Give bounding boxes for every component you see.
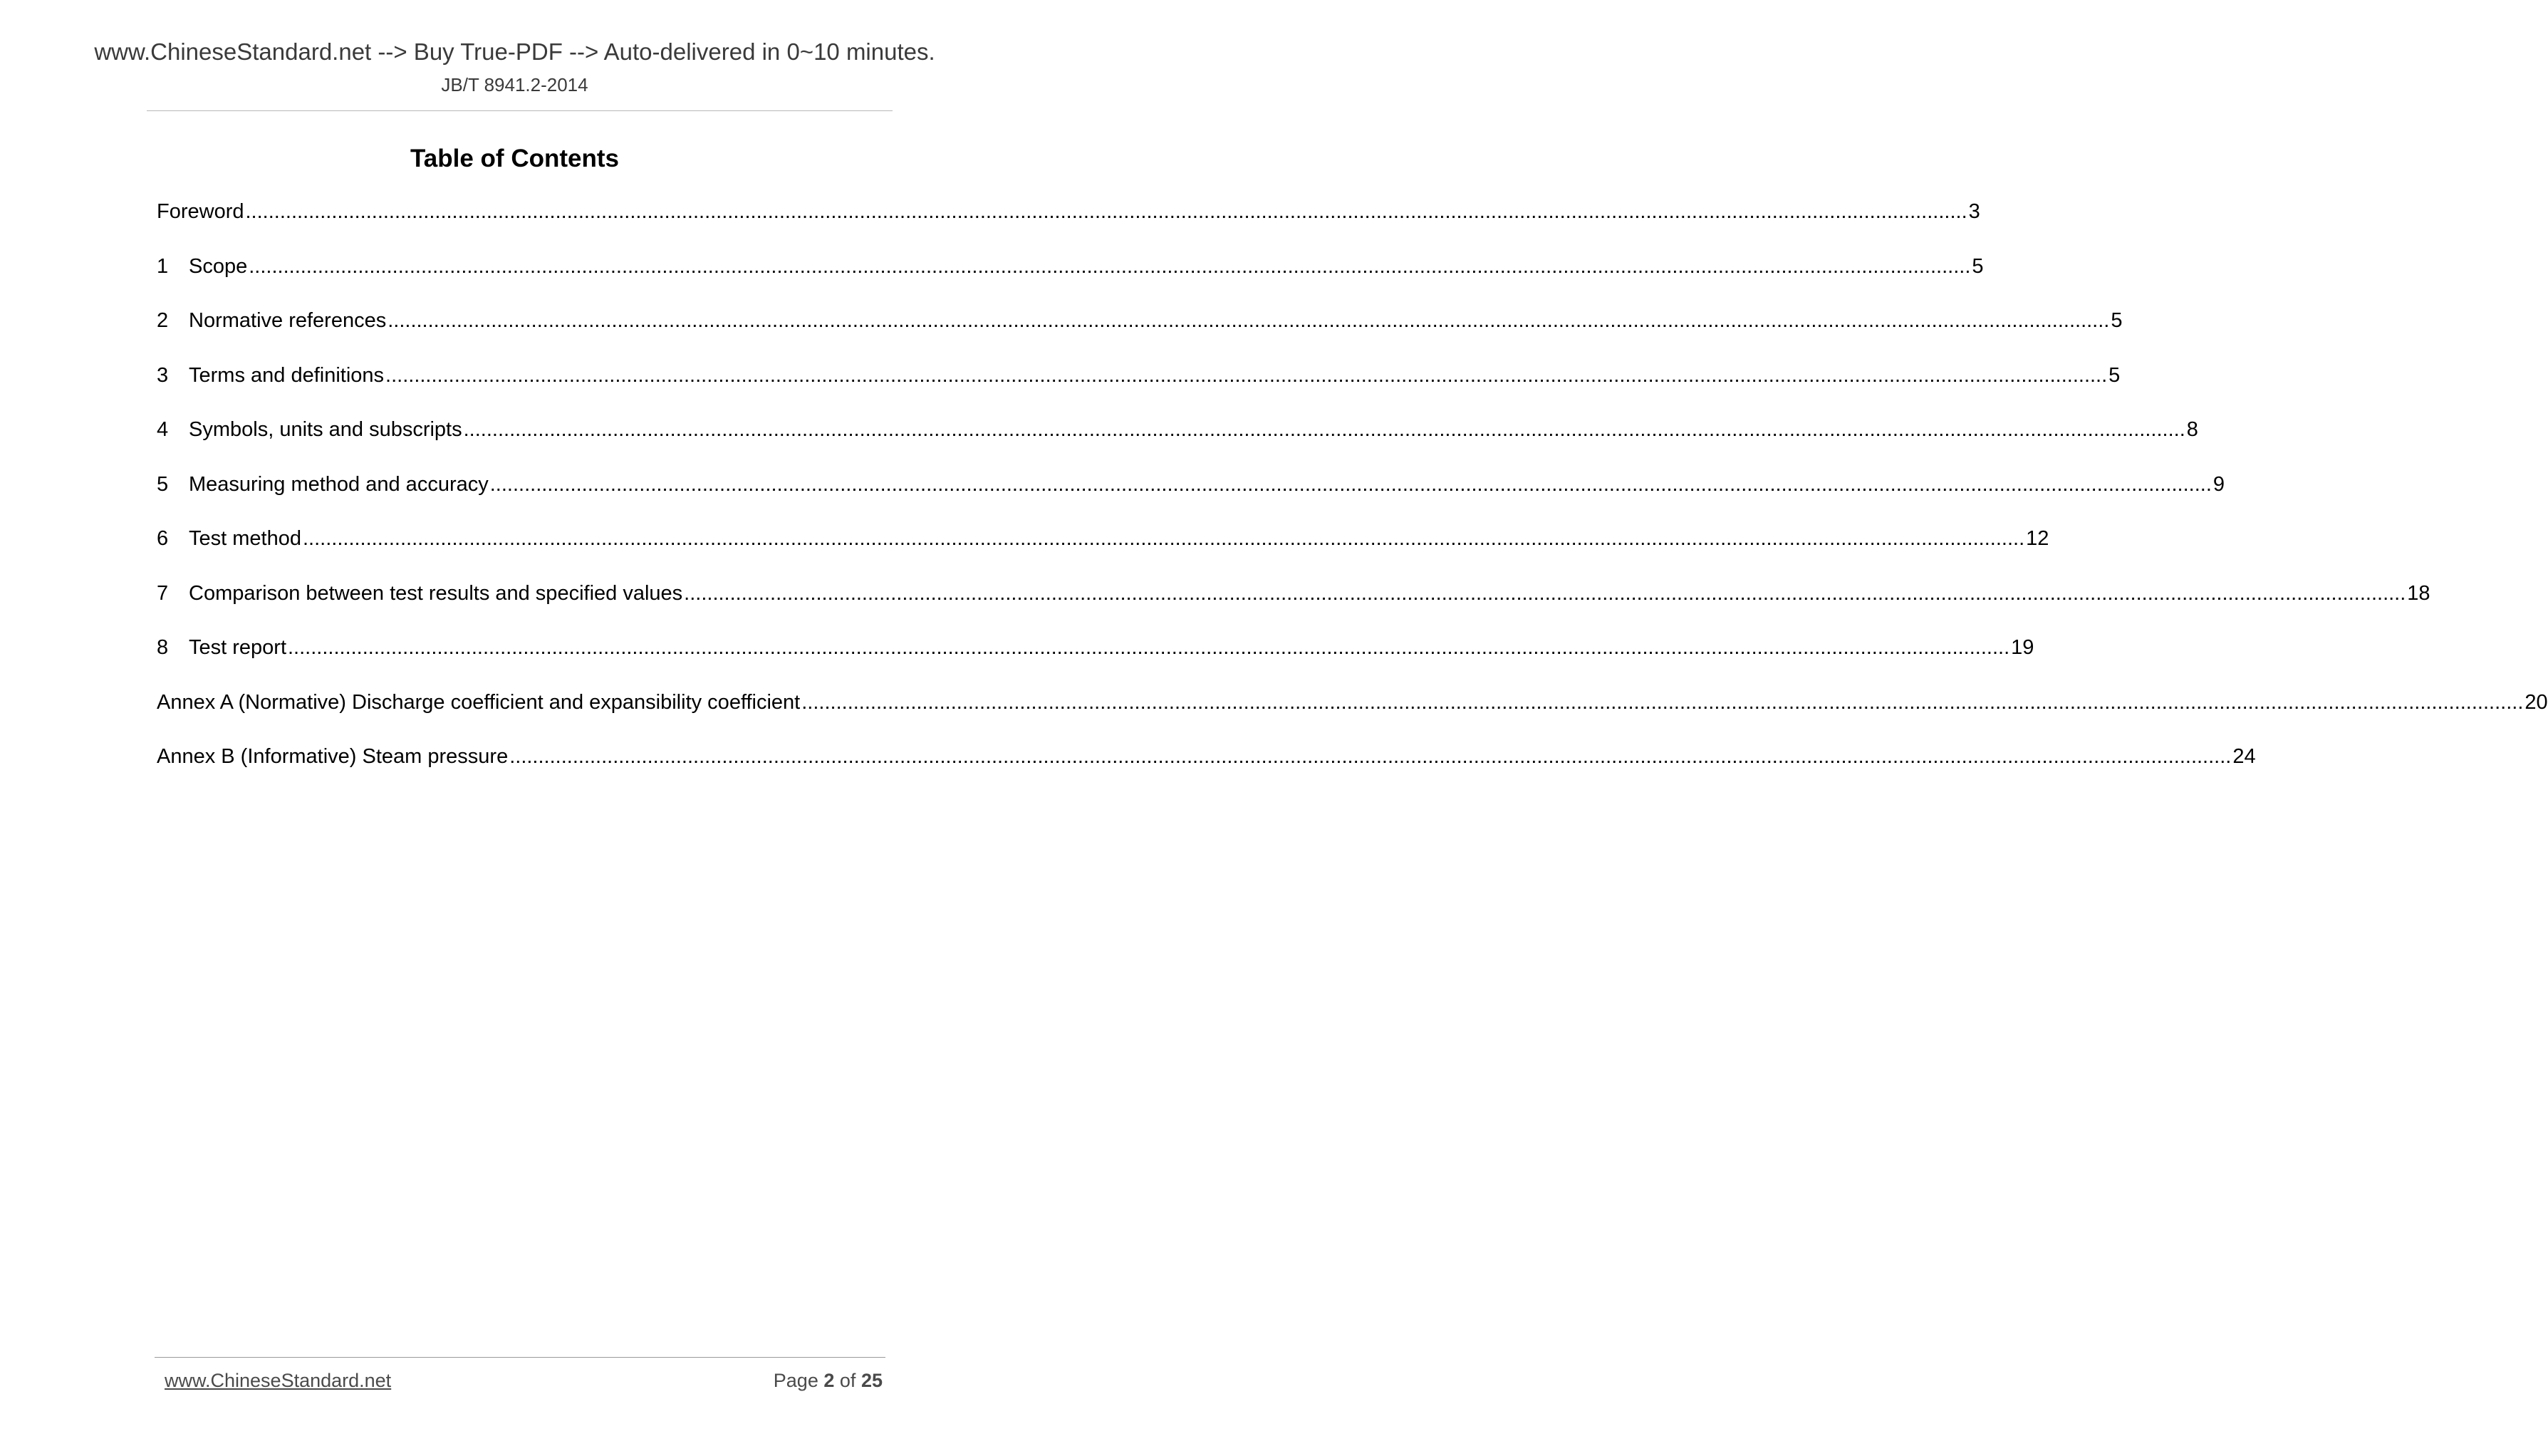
- toc-entry-page: 18: [2407, 581, 2430, 605]
- toc-entry-page: 5: [2111, 309, 2123, 332]
- footer-page-of: of: [839, 1370, 856, 1391]
- toc-entry-normative-references[interactable]: [157, 309, 2123, 365]
- toc-entry-label: Normative references: [189, 309, 387, 332]
- toc-entry-comparison[interactable]: [157, 581, 2430, 638]
- toc-entry-label: Foreword: [157, 200, 244, 223]
- toc-entry-number: 1: [157, 254, 169, 278]
- toc-entry-number: 3: [157, 363, 169, 387]
- toc-entry-page: 12: [2026, 527, 2049, 550]
- toc-entry-number: 5: [157, 472, 169, 496]
- toc-entry-page: 19: [2011, 636, 2034, 659]
- footer-site-link[interactable]: www.ChineseStandard.net: [165, 1370, 392, 1391]
- toc-entry-page: 5: [2108, 363, 2121, 387]
- toc-leader-dots: ............................................................................................................................................................................................................................................................................................................: [801, 690, 2524, 714]
- toc-entry-measuring-method[interactable]: [157, 472, 2225, 529]
- footer-page-current: 2: [823, 1370, 835, 1391]
- toc-entry-number: 4: [157, 418, 169, 441]
- toc-entry-label: Scope: [189, 254, 248, 278]
- toc-entry-number: 6: [157, 527, 169, 550]
- footer-page-prefix: Page: [773, 1370, 818, 1391]
- toc-leader-dots: ............................................................................................................................................................................................................................................................................................................: [249, 254, 1971, 278]
- toc-leader-dots: ............................................................................................................................................................................................................................................................................................................: [509, 745, 2232, 768]
- toc-entry-test-report[interactable]: [157, 636, 2034, 692]
- toc-entry-number: 2: [157, 309, 169, 332]
- toc-entry-number: 8: [157, 636, 169, 659]
- toc-entry-label: Test method: [189, 527, 301, 550]
- toc-entry-page: 3: [1968, 200, 1980, 223]
- toc-entry-label: Comparison between test results and specified values: [189, 581, 683, 605]
- toc-title: Table of Contents: [410, 145, 619, 172]
- header-divider: [147, 110, 893, 111]
- toc-leader-dots: ............................................................................................................................................................................................................................................................................................................: [684, 581, 2406, 605]
- toc-entry-label: Symbols, units and subscripts: [189, 418, 462, 441]
- site-banner: www.ChineseStandard.net --> Buy True-PDF --> Auto-delivered in 0~10 minutes.: [94, 38, 935, 65]
- toc-entry-label: Test report: [189, 636, 286, 659]
- toc-entry-annex-b[interactable]: [157, 745, 2256, 801]
- toc-leader-dots: ............................................................................................................................................................................................................................................................................................................: [489, 472, 2212, 496]
- toc-leader-dots: ............................................................................................................................................................................................................................................................................................................: [388, 309, 2110, 332]
- toc-entry-label: Annex B (Informative) Steam pressure: [157, 745, 509, 768]
- toc-leader-dots: ............................................................................................................................................................................................................................................................................................................: [302, 527, 2025, 550]
- toc-entry-page: 24: [2232, 745, 2256, 768]
- toc-entry-page: 5: [1972, 254, 1984, 278]
- toc-entry-symbols-units-subscripts[interactable]: [157, 418, 2198, 474]
- toc-entry-page: 8: [2186, 418, 2198, 441]
- toc-entry-test-method[interactable]: [157, 527, 2049, 583]
- toc-entry-scope[interactable]: [157, 254, 1984, 311]
- toc-entry-label: Measuring method and accuracy: [189, 472, 489, 496]
- toc-leader-dots: ............................................................................................................................................................................................................................................................................................................: [385, 363, 2108, 387]
- document-code: JB/T 8941.2-2014: [441, 74, 588, 95]
- footer-page-total: 25: [860, 1370, 883, 1391]
- toc-entry-page: 9: [2212, 472, 2225, 496]
- toc-leader-dots: ............................................................................................................................................................................................................................................................................................................: [245, 200, 1967, 223]
- toc-entry-annex-a[interactable]: [157, 690, 2548, 747]
- toc-leader-dots: ............................................................................................................................................................................................................................................................................................................: [288, 636, 2010, 659]
- table-of-contents: [157, 200, 2548, 801]
- toc-entry-label: Terms and definitions: [189, 363, 385, 387]
- footer-page-number: [774, 1371, 883, 1390]
- toc-entry-label: Annex A (Normative) Discharge coefficient and expansibility coefficient: [157, 690, 801, 714]
- toc-entry-foreword[interactable]: [157, 200, 1980, 256]
- toc-entry-number: 7: [157, 581, 169, 605]
- toc-entry-terms-and-definitions[interactable]: [157, 363, 2121, 420]
- toc-entry-page: 20: [2524, 690, 2548, 714]
- toc-leader-dots: ............................................................................................................................................................................................................................................................................................................: [463, 418, 2185, 441]
- footer-divider: [155, 1357, 885, 1358]
